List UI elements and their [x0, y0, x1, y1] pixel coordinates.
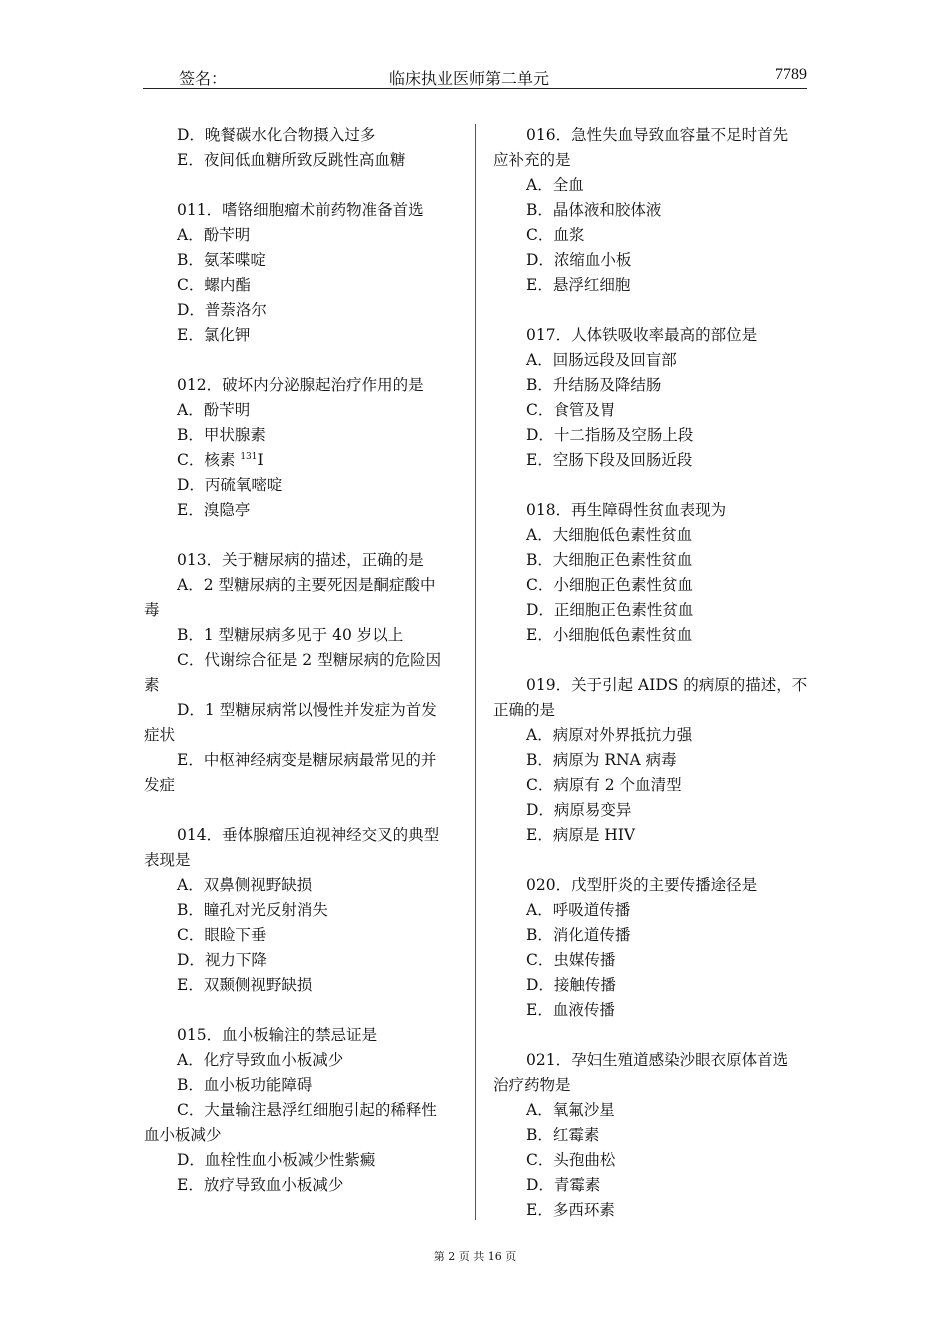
text-continuation: [144, 848, 460, 873]
line-text: C．眼睑下垂: [177, 926, 267, 944]
line-text: 素: [144, 676, 160, 694]
column-divider: [475, 124, 476, 1220]
question-stem: [144, 823, 460, 848]
blank-line: [144, 798, 460, 823]
question-stem: [144, 373, 460, 398]
answer-option: [144, 298, 460, 323]
question-stem: [493, 323, 807, 348]
exam-title: 临床执业医师第二单元: [389, 69, 550, 88]
line-text: 表现是: [144, 851, 191, 869]
line-text: B．升结肠及降结肠: [526, 376, 662, 394]
left-column: [144, 123, 460, 1198]
answer-option: [144, 223, 460, 248]
line-text: C．代谢综合征是 2 型糖尿病的危险因: [177, 651, 442, 669]
answer-option: [144, 498, 460, 523]
answer-option: [144, 248, 460, 273]
blank-line: [144, 348, 460, 373]
line-text: D．普萘洛尔: [177, 301, 267, 319]
line-text: C．食管及胃: [526, 401, 616, 419]
answer-option: [144, 1098, 460, 1123]
line-text: D．正细胞正色素性贫血: [526, 601, 694, 619]
answer-option: [493, 748, 807, 773]
answer-option: [493, 198, 807, 223]
answer-option: [493, 998, 807, 1023]
line-text: 020．戊型肝炎的主要传播途径是: [526, 876, 758, 894]
line-text: 017．人体铁吸收率最高的部位是: [526, 326, 758, 344]
line-text: 014．垂体腺瘤压迫视神经交叉的典型: [177, 826, 440, 844]
line-text: B．瞳孔对光反射消失: [177, 901, 328, 919]
answer-option: [144, 623, 460, 648]
line-text: A．氧氟沙星: [526, 1101, 615, 1119]
line-text: 正确的是: [493, 701, 556, 719]
page-header: [143, 64, 807, 89]
answer-option: [144, 323, 460, 348]
line-text: D．丙硫氧嘧啶: [177, 476, 283, 494]
line-text: D．浓缩血小板: [526, 251, 632, 269]
question-stem: [493, 673, 807, 698]
answer-option: [493, 1098, 807, 1123]
line-text: 018．再生障碍性贫血表现为: [526, 501, 727, 519]
answer-option: [493, 448, 807, 473]
text-continuation: [144, 773, 460, 798]
answer-option: [144, 448, 460, 473]
exam-code: 7789: [775, 66, 807, 83]
right-column: [493, 123, 807, 1223]
answer-option: [493, 923, 807, 948]
line-text: D．接触传播: [526, 976, 616, 994]
line-text: D．晚餐碳水化合物摄入过多: [177, 126, 376, 144]
answer-option: [493, 173, 807, 198]
line-text: 021．孕妇生殖道感染沙眼衣原体首选: [526, 1051, 789, 1069]
answer-option: [144, 423, 460, 448]
line-text: C．大量输注悬浮红细胞引起的稀释性: [177, 1101, 437, 1119]
blank-line: [144, 173, 460, 198]
answer-option: [144, 123, 460, 148]
line-text: E．悬浮红细胞: [526, 276, 631, 294]
answer-option: [493, 798, 807, 823]
answer-option: [493, 373, 807, 398]
line-text: B．氨苯喋啶: [177, 251, 266, 269]
line-text: A．酚苄明: [177, 226, 251, 244]
text-continuation: [144, 1123, 460, 1148]
answer-option: [144, 648, 460, 673]
line-text: E．放疗导致血小板减少: [177, 1176, 344, 1194]
line-text: E．血液传播: [526, 1001, 615, 1019]
question-stem: [493, 123, 807, 148]
question-stem: [144, 1023, 460, 1048]
line-text: C．核素: [177, 451, 236, 469]
line-text: A．病原对外界抵抗力强: [526, 726, 693, 744]
line-text: B．1 型糖尿病多见于 40 岁以上: [177, 626, 404, 644]
line-text: 应补充的是: [493, 151, 571, 169]
answer-option: [493, 623, 807, 648]
answer-option: [493, 423, 807, 448]
line-text: B．红霉素: [526, 1126, 600, 1144]
line-text: B．晶体液和胶体液: [526, 201, 662, 219]
line-text: E．氯化钾: [177, 326, 251, 344]
line-text: B．大细胞正色素性贫血: [526, 551, 693, 569]
line-text: 症状: [144, 726, 176, 744]
line-text: D．1 型糖尿病常以慢性并发症为首发: [177, 701, 437, 719]
answer-option: [144, 1173, 460, 1198]
blank-line: [493, 848, 807, 873]
line-text: C．头孢曲松: [526, 1151, 616, 1169]
answer-option: [493, 823, 807, 848]
text-continuation: [493, 148, 807, 173]
answer-option: [493, 548, 807, 573]
answer-option: [144, 698, 460, 723]
line-text: B．消化道传播: [526, 926, 631, 944]
answer-option: [144, 748, 460, 773]
line-text: E．夜间低血糖所致反跳性高血糖: [177, 151, 406, 169]
answer-option: [144, 398, 460, 423]
answer-option: [144, 473, 460, 498]
line-text: E．溴隐亭: [177, 501, 251, 519]
answer-option: [144, 973, 460, 998]
line-text: A．呼吸道传播: [526, 901, 631, 919]
line-text: D．血栓性血小板减少性紫癜: [177, 1151, 376, 1169]
answer-option: [493, 223, 807, 248]
answer-option: [144, 573, 460, 598]
line-text: D．病原易变异: [526, 801, 632, 819]
line-text: B．甲状腺素: [177, 426, 266, 444]
line-text: E．双颞侧视野缺损: [177, 976, 313, 994]
text-continuation: [493, 698, 807, 723]
line-text: D．青霉素: [526, 1176, 601, 1194]
text-continuation: [144, 723, 460, 748]
blank-line: [493, 473, 807, 498]
line-text: A．酚苄明: [177, 401, 251, 419]
blank-line: [144, 523, 460, 548]
blank-line: [493, 298, 807, 323]
line-text: A．双鼻侧视野缺损: [177, 876, 313, 894]
page-footer: 第 2 页 共 16 页: [433, 1250, 517, 1263]
answer-option: [144, 1148, 460, 1173]
line-text: 毒: [144, 601, 160, 619]
answer-option: [493, 898, 807, 923]
text-continuation: [144, 598, 460, 623]
question-stem: [493, 873, 807, 898]
blank-line: [493, 1023, 807, 1048]
answer-option: [144, 898, 460, 923]
line-text: A．化疗导致血小板减少: [177, 1051, 344, 1069]
answer-option: [493, 773, 807, 798]
question-stem: [493, 498, 807, 523]
line-text: D．十二指肠及空肠上段: [526, 426, 694, 444]
line-text: A．2 型糖尿病的主要死因是酮症酸中: [177, 576, 436, 594]
line-text: C．病原有 2 个血清型: [526, 776, 682, 794]
answer-option: [493, 973, 807, 998]
answer-option: [493, 723, 807, 748]
answer-option: [144, 923, 460, 948]
line-text: C．小细胞正色素性贫血: [526, 576, 693, 594]
line-text: B．血小板功能障碍: [177, 1076, 313, 1094]
answer-option: [493, 1173, 807, 1198]
line-text: C．血浆: [526, 226, 585, 244]
line-text: 013．关于糖尿病的描述，正确的是: [177, 551, 424, 569]
line-text: E．病原是 HIV: [526, 826, 636, 844]
blank-line: [493, 648, 807, 673]
answer-option: [493, 523, 807, 548]
text-continuation: [493, 1073, 807, 1098]
question-stem: [493, 1048, 807, 1073]
line-text: E．中枢神经病变是糖尿病最常见的并: [177, 751, 437, 769]
answer-option: [493, 248, 807, 273]
answer-option: [144, 148, 460, 173]
line-text: E．多西环素: [526, 1201, 615, 1219]
answer-option: [144, 948, 460, 973]
answer-option: [493, 1123, 807, 1148]
question-stem: [144, 198, 460, 223]
line-text: D．视力下降: [177, 951, 267, 969]
line-text: A．全血: [526, 176, 584, 194]
answer-option: [493, 1148, 807, 1173]
line-text: E．小细胞低色素性贫血: [526, 626, 693, 644]
answer-option: [493, 598, 807, 623]
line-text: 016．急性失血导致血容量不足时首先: [526, 126, 789, 144]
line-text: 019．关于引起 AIDS 的病原的描述，不: [526, 676, 808, 694]
line-text: C．虫媒传播: [526, 951, 616, 969]
answer-option: [144, 273, 460, 298]
answer-option: [493, 398, 807, 423]
answer-option: [144, 1048, 460, 1073]
line-text: A．大细胞低色素性贫血: [526, 526, 693, 544]
question-stem: [144, 548, 460, 573]
isotope-symbol: I: [257, 451, 264, 469]
answer-option: [493, 348, 807, 373]
answer-option: [144, 873, 460, 898]
line-text: A．回肠远段及回盲部: [526, 351, 677, 369]
answer-option: [493, 573, 807, 598]
line-text: 治疗药物是: [493, 1076, 571, 1094]
answer-option: [493, 273, 807, 298]
signature-label: 签名：: [179, 69, 228, 88]
line-text: 发症: [144, 776, 176, 794]
line-text: C．螺内酯: [177, 276, 251, 294]
line-text: 015．血小板输注的禁忌证是: [177, 1026, 378, 1044]
line-text: 011．嗜铬细胞瘤术前药物准备首选: [177, 201, 424, 219]
line-text: B．病原为 RNA 病毒: [526, 751, 677, 769]
line-text: E．空肠下段及回肠近段: [526, 451, 693, 469]
answer-option: [144, 1073, 460, 1098]
answer-option: [493, 1198, 807, 1223]
text-continuation: [144, 673, 460, 698]
line-text: 012．破坏内分泌腺起治疗作用的是: [177, 376, 424, 394]
isotope-superscript: 131: [240, 452, 258, 462]
line-text: 血小板减少: [144, 1126, 222, 1144]
blank-line: [144, 998, 460, 1023]
answer-option: [493, 948, 807, 973]
